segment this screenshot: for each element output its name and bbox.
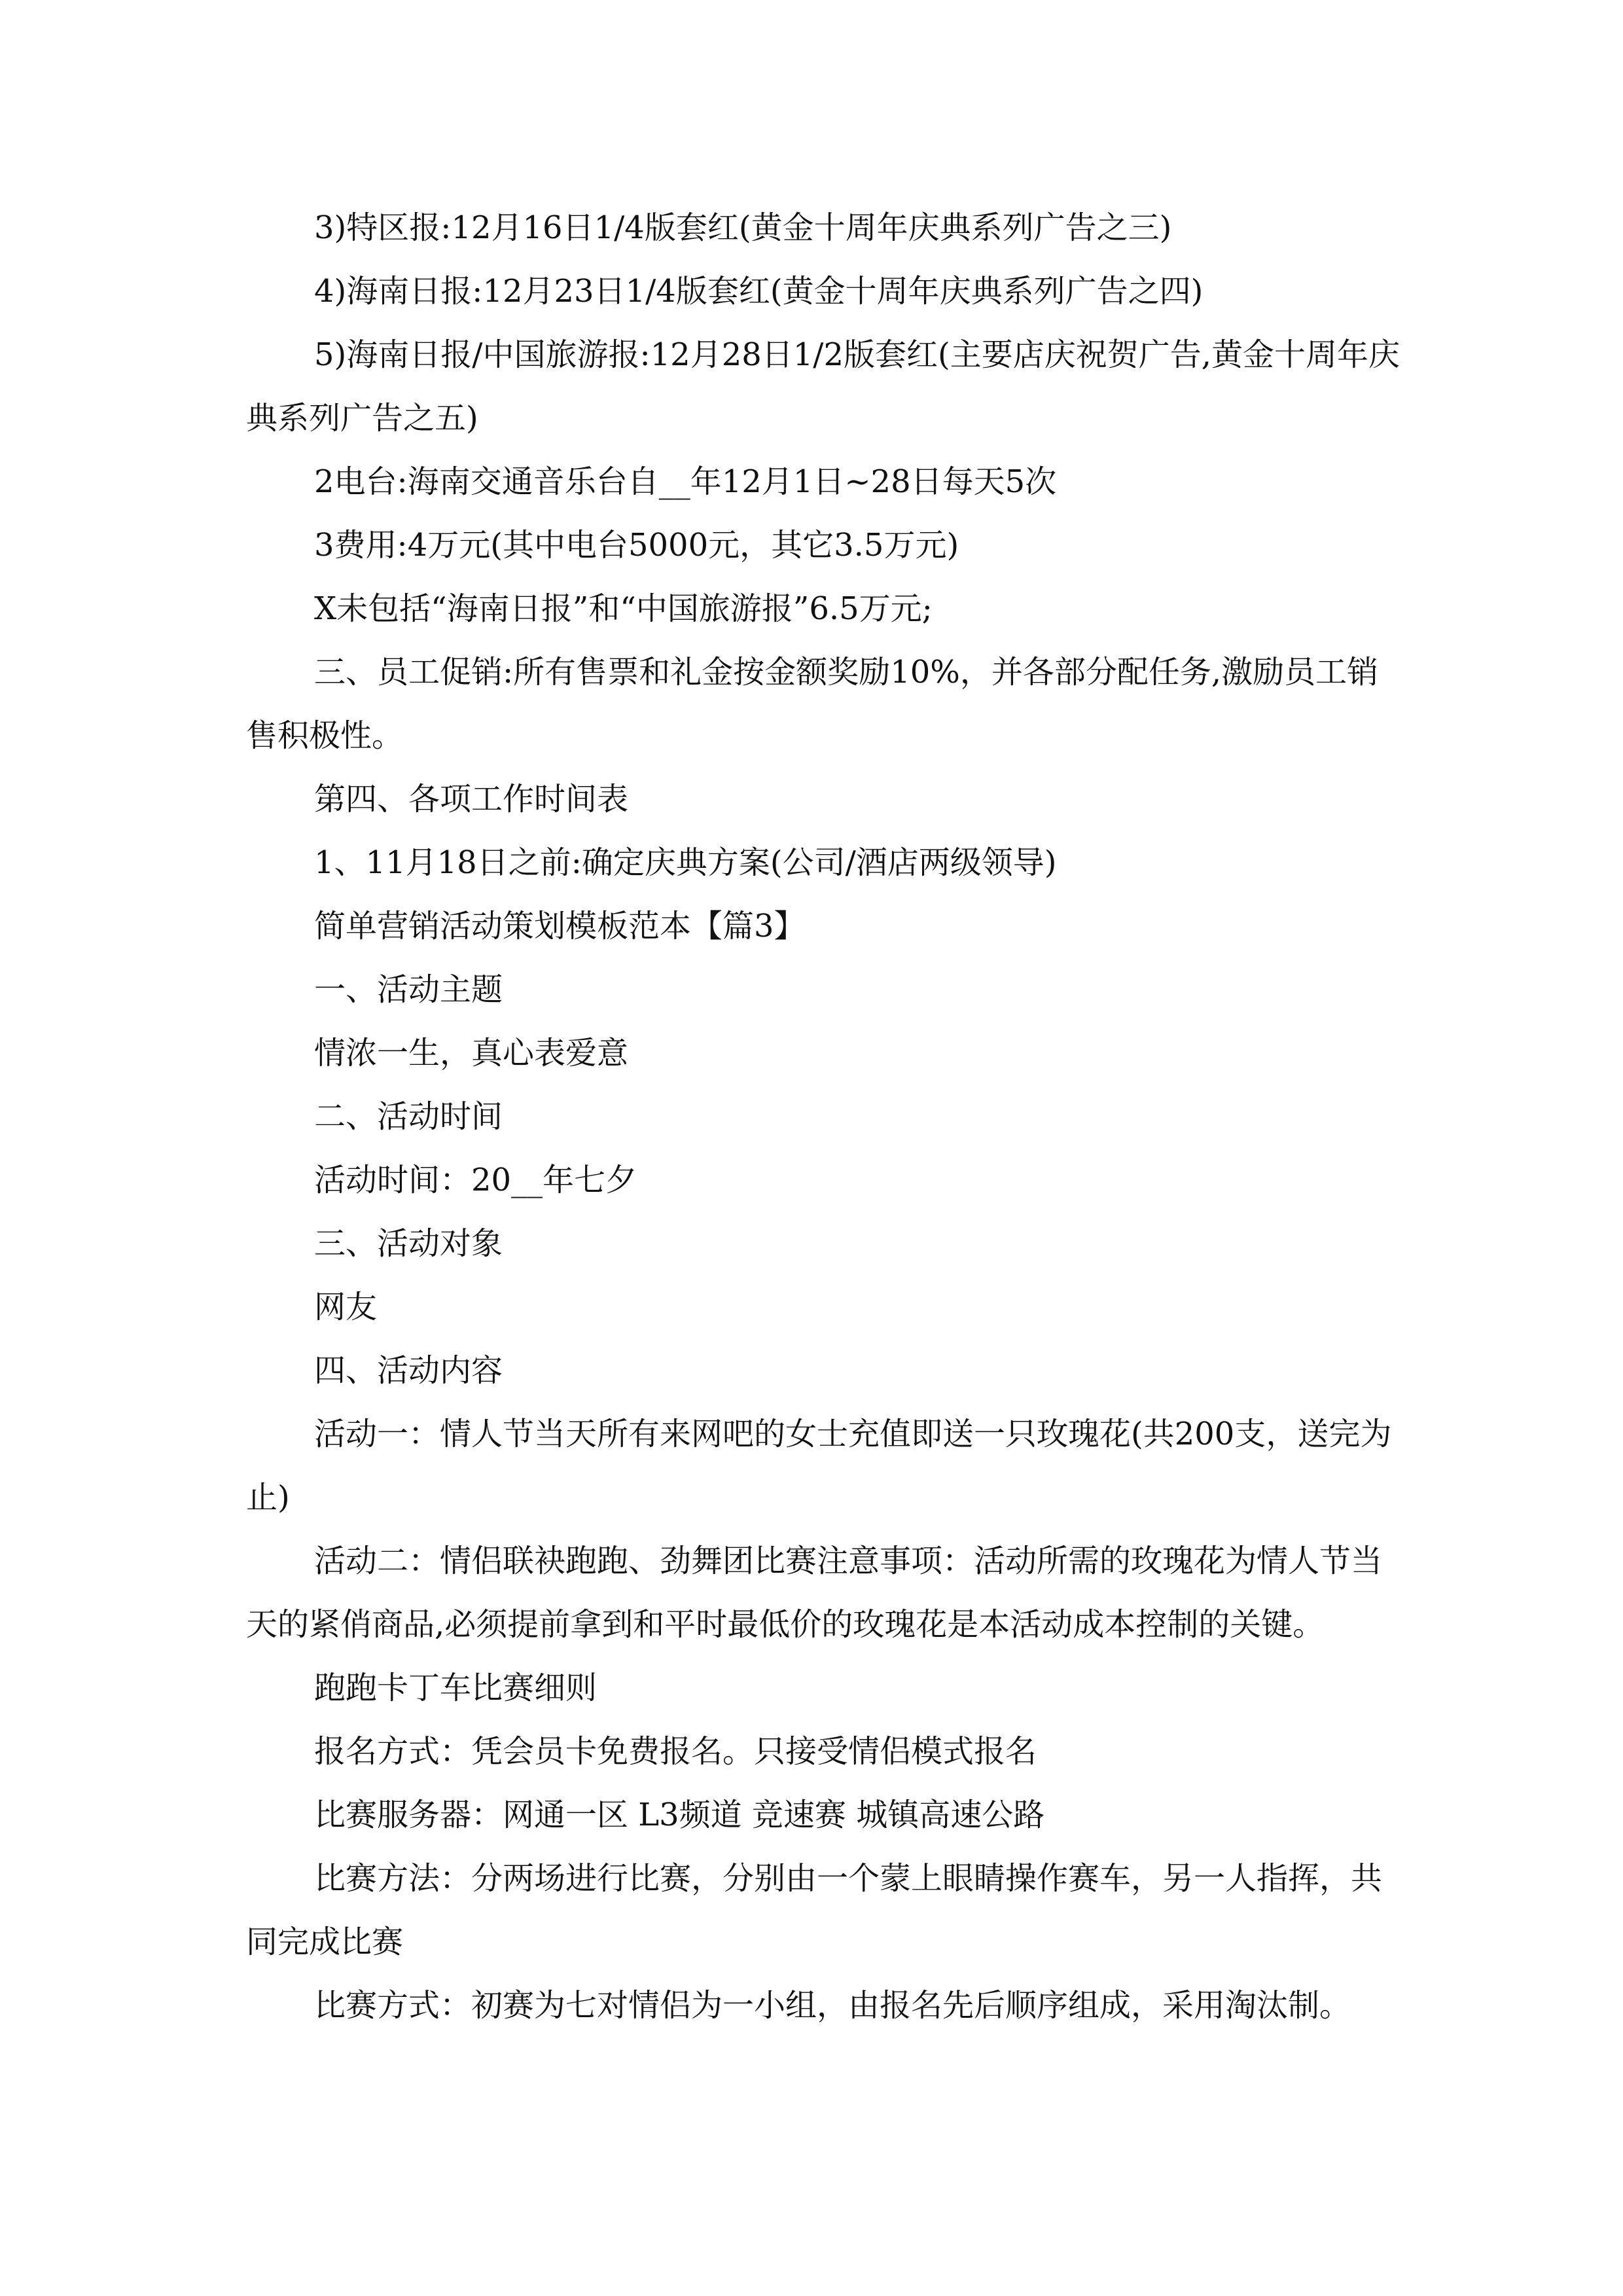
paragraph-tequbao: 3)特区报:12月16日1/4版套红(黄金十周年庆典系列广告之三) — [314, 209, 1172, 246]
paragraph-theme: 情浓一生，真心表爱意 — [314, 1035, 629, 1071]
paragraph-activity-2: 活动二：情侣联袂跑跑、劲舞团比赛注意事项：活动所需的玫瑰花为情人节当天的紧俏商品,必须提前拿到和平时最低价的玫瑰花是本活动成本控制的关键。 — [246, 1543, 1383, 1643]
paragraph-registration: 报名方式：凭会员卡免费报名。只接受情侣模式报名 — [314, 1733, 1037, 1770]
paragraph-schedule-item-1: 1、11月18日之前:确定庆典方案(公司/酒店两级领导) — [314, 844, 1057, 881]
paragraph-radio: 2电台:海南交通音乐台自__年12月1日~28日每天5次 — [314, 463, 1057, 500]
paragraph-format: 比赛方式：初赛为七对情侣为一小组，由报名先后顺序组成，采用淘汰制。 — [314, 1987, 1351, 2024]
paragraph-excluded: X未包括“海南日报”和“中国旅游报”6.5万元; — [314, 590, 933, 627]
paragraph-cost: 3费用:4万元(其中电台5000元，其它3.5万元) — [314, 527, 959, 564]
paragraph-server: 比赛服务器：网通一区 L3频道 竞速赛 城镇高速公路 — [314, 1797, 1045, 1833]
heading-content: 四、活动内容 — [314, 1352, 503, 1389]
paragraph-activity-1: 活动一：情人节当天所有来网吧的女士充值即送一只玫瑰花(共200支，送完为止) — [246, 1416, 1392, 1516]
paragraph-method: 比赛方法：分两场进行比赛，分别由一个蒙上眼睛操作赛车，另一人指挥，共同完成比赛 — [246, 1860, 1383, 1960]
paragraph-time: 活动时间：20__年七夕 — [314, 1162, 637, 1198]
heading-theme: 一、活动主题 — [314, 971, 503, 1008]
heading-schedule: 第四、各项工作时间表 — [314, 781, 629, 817]
paragraph-audience: 网友 — [314, 1289, 378, 1325]
heading-audience: 三、活动对象 — [314, 1225, 503, 1262]
paragraph-hainan-daily-23: 4)海南日报:12月23日1/4版套红(黄金十周年庆典系列广告之四) — [314, 273, 1204, 310]
heading-article-3: 简单营销活动策划模板范本【篇3】 — [314, 908, 806, 944]
paragraph-staff-promotion: 三、员工促销:所有售票和礼金按金额奖励10%，并各部分配任务,激励员工销售积极性。 — [246, 654, 1379, 754]
heading-kart-rules: 跑跑卡丁车比赛细则 — [314, 1670, 597, 1706]
paragraph-hainan-daily-28: 5)海南日报/中国旅游报:12月28日1/2版套红(主要店庆祝贺广告,黄金十周年庆典系列广告之五) — [246, 336, 1400, 437]
heading-time: 二、活动时间 — [314, 1098, 503, 1135]
document-body — [246, 196, 1404, 2037]
